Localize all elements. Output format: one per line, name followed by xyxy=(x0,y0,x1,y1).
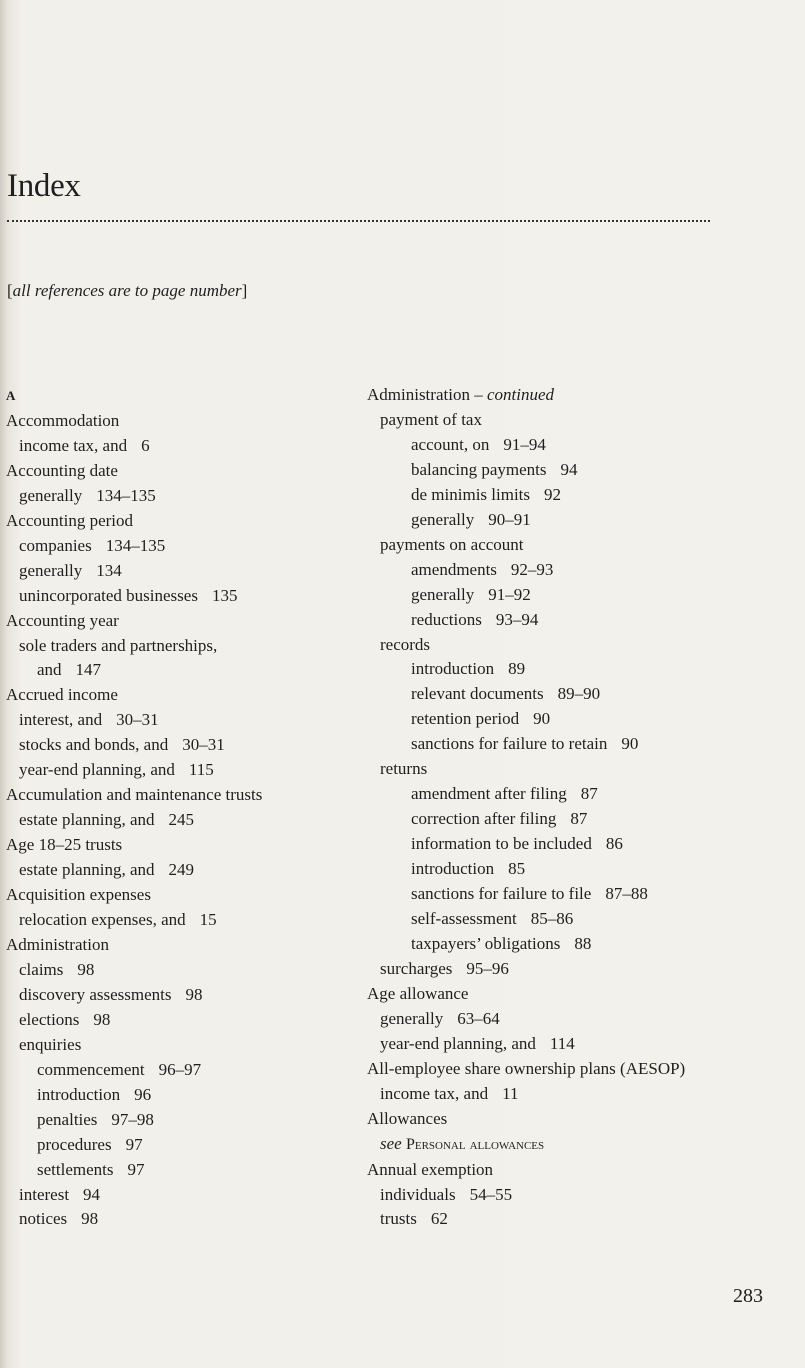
entry-pages: 92 xyxy=(544,484,562,504)
index-entry xyxy=(367,707,737,732)
entry-pages: 98 xyxy=(81,1209,99,1229)
entry-pages: 96–97 xyxy=(158,1059,202,1079)
index-entry xyxy=(6,1008,376,1033)
entry-term: Accumulation and maintenance trusts xyxy=(6,785,263,805)
index-entry xyxy=(367,757,737,782)
entry-term: generally xyxy=(380,1008,444,1028)
index-entry xyxy=(367,1207,737,1232)
entry-term: interest, and xyxy=(19,710,103,730)
entry-term: individuals xyxy=(380,1184,456,1204)
entry-term: surcharges xyxy=(380,958,453,978)
entry-term: notices xyxy=(19,1209,68,1229)
entry-term: claims xyxy=(19,959,64,979)
see-label: see xyxy=(380,1133,402,1153)
entry-term: year-end planning, and xyxy=(19,760,175,780)
entry-pages: 91–92 xyxy=(488,584,531,604)
entry-term: penalties xyxy=(37,1109,98,1129)
index-column-right xyxy=(367,383,737,1232)
entry-term: correction after filing xyxy=(411,809,557,829)
index-entry xyxy=(367,832,737,857)
entry-term: estate planning, and xyxy=(19,860,155,880)
entry-term: Accommodation xyxy=(6,410,120,430)
entry-pages: 89–90 xyxy=(557,684,601,704)
entry-term: relevant documents xyxy=(411,684,544,704)
entry-term: Accounting period xyxy=(6,510,133,530)
entry-term: settlements xyxy=(37,1159,114,1179)
page-title: Index xyxy=(7,168,81,204)
page-number: 283 xyxy=(733,1285,763,1307)
index-entry xyxy=(6,958,376,983)
entry-pages: 30–31 xyxy=(116,710,159,730)
note-text: all references are to page number xyxy=(12,281,242,300)
index-column-left xyxy=(6,383,376,1232)
entry-term: Administration – xyxy=(367,385,483,404)
entry-pages: 97–98 xyxy=(111,1109,154,1129)
entry-term: generally xyxy=(411,584,475,604)
index-entry xyxy=(6,1207,376,1232)
index-entry xyxy=(367,408,737,433)
entry-term: balancing payments xyxy=(411,459,547,479)
entry-pages: 86 xyxy=(605,834,623,854)
entry-pages: 11 xyxy=(502,1083,519,1103)
entry-term: income tax, and xyxy=(380,1083,489,1103)
entry-term: estate planning, and xyxy=(19,810,155,830)
entry-term: All-employee share ownership plans (AESOP) xyxy=(367,1058,686,1078)
entry-pages: 114 xyxy=(549,1033,575,1053)
index-entry xyxy=(6,758,376,783)
entry-term: sole traders and partnerships, xyxy=(19,635,218,655)
entry-term: generally xyxy=(19,560,83,580)
entry-pages: 90 xyxy=(621,734,639,754)
index-entry xyxy=(6,509,376,534)
entry-term: information to be included xyxy=(411,834,592,854)
index-entry xyxy=(367,932,737,957)
entry-term: account, on xyxy=(411,434,490,454)
entry-term: taxpayers’ obligations xyxy=(411,933,561,953)
index-entry xyxy=(367,957,737,982)
index-entry xyxy=(6,559,376,584)
entry-pages: 91–94 xyxy=(503,434,546,454)
entry-pages: 90 xyxy=(533,709,551,729)
index-entry xyxy=(6,683,376,708)
entry-term: amendment after filing xyxy=(411,784,567,804)
index-entry xyxy=(6,708,376,733)
entry-term: income tax, and xyxy=(19,435,128,455)
entry-pages: 87 xyxy=(580,784,598,804)
index-entry xyxy=(6,534,376,559)
index-entry xyxy=(6,858,376,883)
index-entry xyxy=(6,783,376,808)
entry-pages: 89 xyxy=(508,659,526,679)
index-entry xyxy=(367,807,737,832)
index-entry xyxy=(367,982,737,1007)
index-entry xyxy=(6,634,376,659)
entry-term: reductions xyxy=(411,609,482,629)
entry-term: Accounting year xyxy=(6,610,119,630)
index-entry xyxy=(6,484,376,509)
index-entry xyxy=(367,1158,737,1183)
index-entry xyxy=(367,907,737,932)
dotted-rule xyxy=(7,220,710,222)
index-entry xyxy=(6,1083,376,1108)
index-entry xyxy=(6,883,376,908)
entry-term: discovery assessments xyxy=(19,984,172,1004)
index-entry xyxy=(6,808,376,833)
entry-pages: 134–135 xyxy=(105,535,166,555)
index-entry xyxy=(367,508,737,533)
entry-pages: 87 xyxy=(570,809,588,829)
index-entry xyxy=(367,857,737,882)
entry-pages: 87–88 xyxy=(605,884,648,904)
index-entry xyxy=(367,533,737,558)
entry-term: amendments xyxy=(411,559,497,579)
entry-pages: 90–91 xyxy=(488,509,531,529)
entry-pages: 15 xyxy=(199,910,217,930)
index-entry xyxy=(367,657,737,682)
index-entry xyxy=(367,1057,737,1082)
entry-term: Acquisition expenses xyxy=(6,885,151,905)
index-entry xyxy=(6,658,376,683)
entry-pages: 85 xyxy=(508,859,526,879)
entry-term: sanctions for failure to retain xyxy=(411,734,608,754)
entry-term: enquiries xyxy=(19,1034,82,1054)
entry-pages: 92–93 xyxy=(510,559,554,579)
index-entry xyxy=(367,1032,737,1057)
index-entry xyxy=(6,1133,376,1158)
entry-term: elections xyxy=(19,1009,80,1029)
entry-term: Accrued income xyxy=(6,685,118,705)
entry-pages: 97 xyxy=(127,1159,145,1179)
note-close-bracket: ] xyxy=(241,281,248,300)
entry-term: Administration xyxy=(6,934,109,954)
entry-term: payments on account xyxy=(380,534,524,554)
index-entry xyxy=(6,833,376,858)
entry-term: introduction xyxy=(411,659,495,679)
reference-note xyxy=(7,281,247,301)
index-entry xyxy=(367,458,737,483)
entry-pages: 245 xyxy=(168,810,194,830)
index-entry xyxy=(367,1183,737,1208)
entry-continued: continued xyxy=(486,385,554,404)
index-entry xyxy=(6,459,376,484)
entry-term: Personal allowances xyxy=(405,1135,545,1153)
entry-term: trusts xyxy=(380,1209,417,1229)
entry-term: procedures xyxy=(37,1134,112,1154)
index-entry xyxy=(6,584,376,609)
index-entry xyxy=(367,633,737,658)
index-entry xyxy=(367,882,737,907)
index-entry xyxy=(6,733,376,758)
entry-pages: 98 xyxy=(93,1009,111,1029)
index-entry xyxy=(6,434,376,459)
entry-pages: 54–55 xyxy=(469,1184,513,1204)
letter-heading: A xyxy=(6,388,16,403)
index-entry xyxy=(367,1082,737,1107)
entry-pages: 97 xyxy=(125,1134,143,1154)
index-entry xyxy=(6,983,376,1008)
entry-term: records xyxy=(380,634,431,654)
index-entry xyxy=(367,732,737,757)
entry-term: year-end planning, and xyxy=(380,1033,536,1053)
entry-term: unincorporated businesses xyxy=(19,585,198,605)
entry-pages: 62 xyxy=(430,1209,448,1229)
index-entry xyxy=(367,383,737,408)
entry-term: introduction xyxy=(411,859,495,879)
index-entry xyxy=(6,1058,376,1083)
index-entry xyxy=(367,1007,737,1032)
index-entry xyxy=(6,609,376,634)
index-entry xyxy=(6,933,376,958)
entry-term: Accounting date xyxy=(6,460,118,480)
entry-term: commencement xyxy=(37,1059,145,1079)
index-entry xyxy=(6,908,376,933)
entry-term: companies xyxy=(19,535,92,555)
index-entry xyxy=(367,558,737,583)
entry-pages: 88 xyxy=(574,933,592,953)
entry-term: generally xyxy=(19,485,83,505)
entry-pages: 95–96 xyxy=(466,958,509,978)
entry-term: Annual exemption xyxy=(367,1159,494,1179)
index-entry xyxy=(367,682,737,707)
entry-term: retention period xyxy=(411,709,520,729)
entry-pages: 134 xyxy=(96,560,122,580)
entry-term: introduction xyxy=(37,1084,121,1104)
index-entry xyxy=(6,1033,376,1058)
entry-term: self-assessment xyxy=(411,909,517,929)
index-entry xyxy=(367,433,737,458)
index-entry xyxy=(367,608,737,633)
section-letter xyxy=(6,383,376,409)
index-entry xyxy=(367,1132,737,1158)
index-entry xyxy=(367,1107,737,1132)
entry-pages: 94 xyxy=(83,1184,101,1204)
entry-pages: 96 xyxy=(134,1084,152,1104)
entry-term: Allowances xyxy=(367,1108,448,1128)
entry-pages: 94 xyxy=(560,459,578,479)
entry-term: stocks and bonds, and xyxy=(19,735,169,755)
entry-term: de minimis limits xyxy=(411,484,531,504)
entry-pages: 98 xyxy=(185,984,203,1004)
entry-pages: 135 xyxy=(211,585,238,605)
entry-pages: 115 xyxy=(188,760,214,780)
entry-pages: 63–64 xyxy=(457,1008,500,1028)
index-entry xyxy=(6,1183,376,1208)
entry-term: sanctions for failure to file xyxy=(411,884,592,904)
index-entry xyxy=(367,782,737,807)
entry-term: and xyxy=(37,660,62,680)
entry-term: returns xyxy=(380,759,428,779)
entry-term: Age 18–25 trusts xyxy=(6,835,123,855)
index-entry xyxy=(6,1158,376,1183)
entry-term: interest xyxy=(19,1184,70,1204)
entry-pages: 6 xyxy=(141,435,150,455)
entry-pages: 147 xyxy=(75,660,102,680)
entry-term: generally xyxy=(411,509,475,529)
entry-term: payment of tax xyxy=(380,409,482,429)
entry-pages: 85–86 xyxy=(530,909,574,929)
entry-pages: 93–94 xyxy=(495,609,539,629)
index-entry xyxy=(6,1108,376,1133)
entry-term: relocation expenses, and xyxy=(19,910,186,930)
note-open-bracket: [ xyxy=(7,281,13,300)
entry-pages: 249 xyxy=(168,860,194,880)
index-entry xyxy=(367,483,737,508)
entry-term: Age allowance xyxy=(367,983,469,1003)
entry-pages: 30–31 xyxy=(182,735,225,755)
entry-pages: 98 xyxy=(77,959,95,979)
index-entry xyxy=(367,583,737,608)
index-entry xyxy=(6,409,376,434)
entry-pages: 134–135 xyxy=(96,485,156,505)
